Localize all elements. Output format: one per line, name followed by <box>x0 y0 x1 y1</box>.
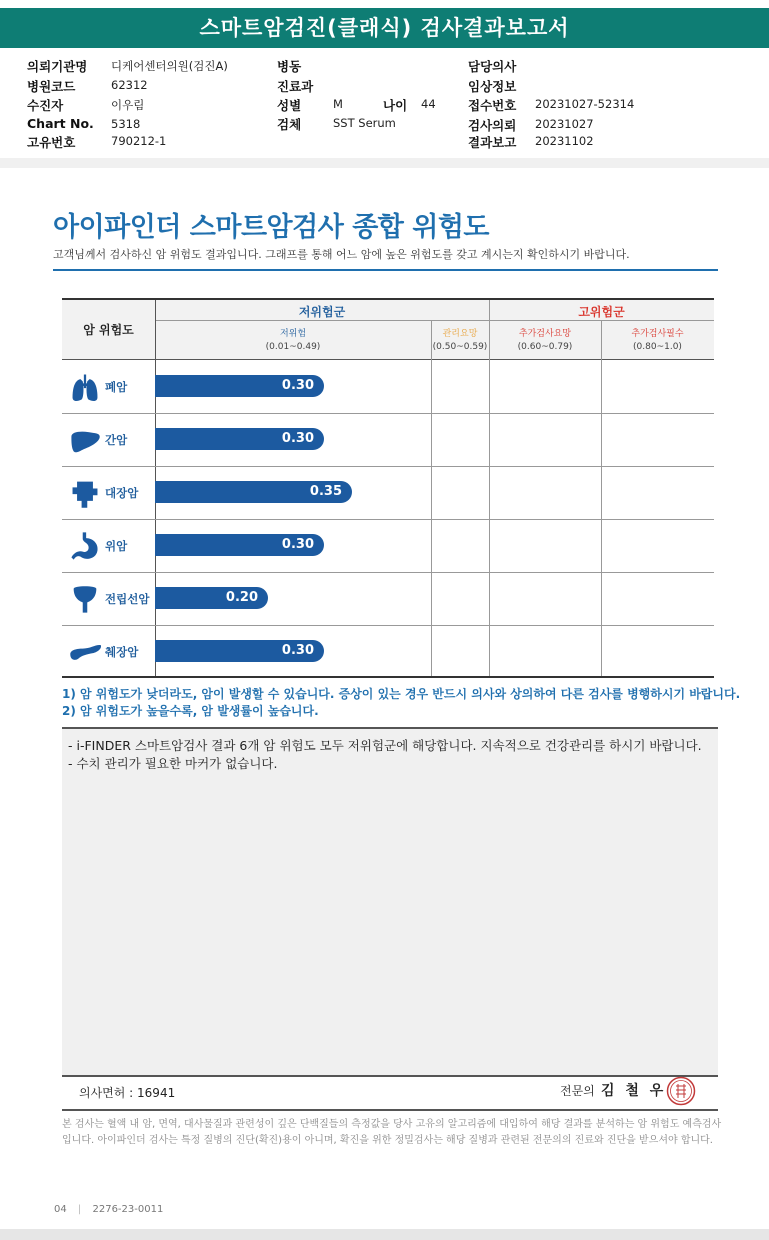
risk-bar <box>155 428 324 450</box>
report-title: 스마트암검진(클래식) 검사결과보고서 <box>0 8 769 48</box>
section-divider <box>53 269 718 271</box>
row-divider <box>62 413 714 414</box>
clinical-label: 임상정보 <box>468 79 517 94</box>
stomach-icon <box>68 529 102 563</box>
institution-label: 의뢰기관명 <box>27 59 88 74</box>
info-separator <box>0 158 769 168</box>
col-additional-range: (0.60~0.79) <box>517 342 573 352</box>
low-group-header: 저위험군 <box>298 305 346 319</box>
col-divider-1 <box>431 320 432 676</box>
risk-value: 0.30 <box>281 378 314 393</box>
liver-icon <box>68 423 102 457</box>
specimen-label: 검체 <box>277 117 302 132</box>
receipt-value: 20231027-52314 <box>535 97 635 111</box>
section-subtitle: 고객님께서 검사하신 암 위험도 결과입니다. 그래프를 통해 어느 암에 높은 위험도를 갖고 계시는지 확인하시기 바랍니다. <box>53 248 630 261</box>
request-value: 20231027 <box>535 117 594 131</box>
hospital-code-label: 병원코드 <box>27 79 76 94</box>
row-divider <box>62 466 714 467</box>
risk-bar <box>155 534 324 556</box>
age-label: 나이 <box>383 98 408 113</box>
col-required-range: (0.80~1.0) <box>633 342 682 352</box>
row-divider <box>62 572 714 573</box>
risk-bar <box>155 587 268 609</box>
header-divider <box>155 320 714 321</box>
risk-value: 0.30 <box>281 537 314 552</box>
request-label: 검사의뢰 <box>468 118 517 133</box>
doctor-name: 김 철 우 <box>601 1083 667 1099</box>
row-divider <box>62 519 714 520</box>
sex-label: 성별 <box>277 98 302 113</box>
cancer-name: 위암 <box>105 539 128 553</box>
specimen-value: SST Serum <box>333 116 396 130</box>
col-additional-label: 추가검사요망 <box>518 329 572 339</box>
col-low <box>155 328 431 354</box>
cancer-name: 췌장암 <box>105 645 139 659</box>
col-required <box>601 328 714 354</box>
doctor-license: 의사면허 : 16941 <box>79 1086 176 1100</box>
doctor-title: 전문의 <box>560 1084 595 1098</box>
col-caution-range: (0.50~0.59) <box>432 342 488 352</box>
header-bottom <box>62 359 714 360</box>
cancer-name: 간암 <box>105 433 128 447</box>
risk-value: 0.35 <box>309 484 342 499</box>
report-label: 결과보고 <box>468 135 517 150</box>
comment-2: - 수치 관리가 필요한 마커가 없습니다. <box>68 756 278 771</box>
row-header-title: 암 위험도 <box>83 323 134 337</box>
receipt-label: 접수번호 <box>468 98 517 113</box>
note-2: 2) 암 위험도가 높을수록, 암 발생률이 높습니다. <box>62 704 319 718</box>
pancreas-icon <box>68 635 102 669</box>
col-caution-label: 관리요망 <box>442 329 478 339</box>
colon-icon <box>68 476 102 510</box>
hospital-code-value: 62312 <box>111 78 148 92</box>
risk-bar <box>155 375 324 397</box>
dept-label: 진료과 <box>277 79 314 94</box>
comment-box <box>62 727 718 1077</box>
col-divider-3 <box>601 320 602 676</box>
high-group-header: 고위험군 <box>578 305 625 319</box>
report-value: 20231102 <box>535 134 594 148</box>
table-top-border <box>62 298 714 300</box>
col-caution <box>431 328 489 354</box>
doc-code: 2276-23-0011 <box>92 1204 164 1215</box>
comment-1: - i-FINDER 스마트암검사 결과 6개 암 위험도 모두 저위험군에 해당합니다. 지속적으로 건강관리를 하시기 바랍니다. <box>68 738 702 753</box>
unique-value: 790212-1 <box>111 134 167 148</box>
col-divider-2 <box>489 300 490 676</box>
chart-value: 5318 <box>111 117 141 131</box>
note-1: 1) 암 위험도가 낮더라도, 암이 발생할 수 있습니다. 증상이 있는 경우 반드시 의사와 상의하여 다른 검사를 병행하시기 바랍니다. <box>62 687 741 701</box>
chart-label: Chart No. <box>27 116 94 131</box>
page-footer: 04 | 2276-23-0011 <box>54 1204 164 1215</box>
risk-value: 0.30 <box>281 431 314 446</box>
lung-icon <box>68 370 102 404</box>
col-low-label: 저위험 <box>279 329 307 339</box>
footer-band <box>0 1229 769 1240</box>
seal-stamp <box>666 1076 696 1106</box>
doctor-divider <box>62 1109 718 1111</box>
unique-label: 고유번호 <box>27 135 76 150</box>
row-divider <box>62 625 714 626</box>
risk-bar <box>155 481 352 503</box>
doctor-label: 담당의사 <box>468 59 517 74</box>
patient-value: 이우림 <box>111 98 145 112</box>
col-low-range: (0.01~0.49) <box>265 342 321 352</box>
institution-value: 디케어센터의원(검진A) <box>111 59 228 73</box>
sex-value: M <box>333 97 343 111</box>
risk-value: 0.20 <box>225 590 258 605</box>
cancer-name: 폐암 <box>105 380 128 394</box>
risk-bar <box>155 640 324 662</box>
patient-label: 수진자 <box>27 98 64 113</box>
col-additional <box>489 328 601 354</box>
disclaimer: 본 검사는 혈액 내 암, 면역, 대사물질과 관련성이 깊은 단백질들의 측정값을 당사 고유의 알고리즘에 대입하여 해당 결과를 분석하는 암 위험도 예측검사입니다. 아이파인더 검사는 특정 질병의 진단(확진)용이 아니며, 확진을 위한 정밀검사는 해당 질병과 관련된 전문의의 진료와 진단을 받으셔야 합니다. <box>62 1119 722 1146</box>
table-bottom-border <box>62 676 714 678</box>
col-required-label: 추가검사필수 <box>631 329 684 339</box>
prostate-icon <box>68 582 102 616</box>
risk-value: 0.30 <box>281 643 314 658</box>
age-value: 44 <box>421 97 436 111</box>
ward-label: 병동 <box>277 59 302 74</box>
section-title: 아이파인더 스마트암검사 종합 위험도 <box>53 212 490 243</box>
cancer-name: 대장암 <box>105 486 139 500</box>
cancer-name: 전립선암 <box>105 592 150 606</box>
page-number: 04 <box>54 1204 67 1215</box>
